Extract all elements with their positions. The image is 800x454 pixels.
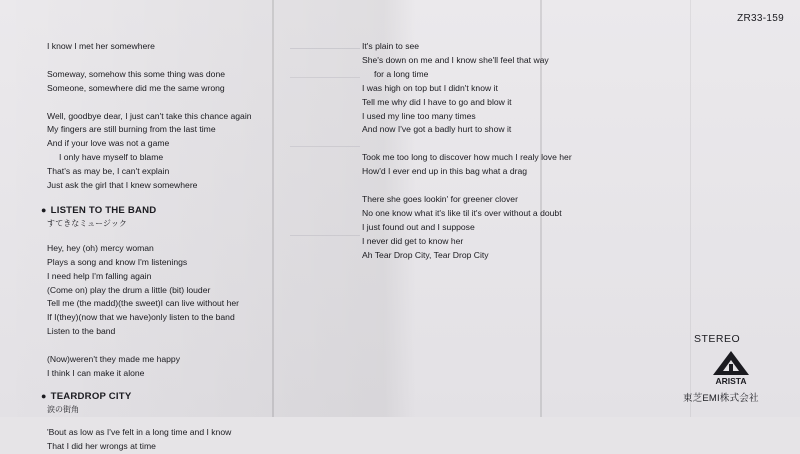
- lyric-line: My fingers are still burning from the last time: [47, 124, 216, 135]
- lyric-line: Ah Tear Drop City, Tear Drop City: [362, 249, 489, 260]
- lyric-line: (Now)weren't they made me happy: [47, 354, 180, 365]
- lyric-line: And now I've got a badly hurt to show it: [362, 124, 512, 135]
- lyric-line: How'd I ever end up in this bag what a drag: [362, 166, 528, 177]
- lyrics-column-left: [41, 40, 252, 454]
- lyric-line: I only have myself to blame: [59, 152, 164, 163]
- lyric-line: 'Bout as low as I've felt in a long time and I know: [47, 426, 232, 437]
- show-through-texture: [290, 40, 360, 236]
- stereo-label: STEREO: [694, 333, 741, 345]
- catalog-number: ZR33-159: [737, 13, 784, 24]
- lyric-line: No one know what it's like til it's over without a doubt: [362, 207, 562, 218]
- lyric-line: I used my line too many times: [362, 110, 476, 121]
- lyric-line: Tell me why did I have to go and blow it: [362, 96, 512, 107]
- lyric-line: That I did her wrongs at time: [47, 440, 156, 451]
- lyrics-column-middle: [362, 40, 572, 262]
- song-title-listen-to-the-band: [41, 204, 252, 218]
- song-title-japanese: すてきなミュージック: [47, 218, 127, 228]
- lyric-line: Listen to the band: [47, 326, 116, 337]
- lyric-line: I was high on top but I didn't know it: [362, 82, 498, 93]
- lyric-line: for a long time: [374, 68, 429, 79]
- lyric-line: Just ask the girl that I knew somewhere: [47, 180, 198, 191]
- bullet-icon: ●: [41, 390, 47, 401]
- lyrics-block-a: [47, 40, 252, 193]
- lyric-line: Plays a song and know I'm listenings: [47, 256, 188, 267]
- bullet-icon: ●: [41, 204, 47, 215]
- lyric-line: (Come on) play the drum a little (bit) louder: [47, 284, 211, 295]
- arista-logo-text: ARISTA: [715, 376, 747, 386]
- lyric-line: It's plain to see: [362, 41, 420, 51]
- lyric-line: Took me too long to discover how much I realy love her: [362, 152, 572, 163]
- lyric-line: That's as may be, I can't explain: [47, 166, 170, 177]
- lyric-line: Tell me (the madd)(the sweet)I can live without her: [47, 298, 240, 309]
- song-title-text: LISTEN TO THE BAND: [50, 204, 157, 216]
- lyric-line: I never did get to know her: [362, 235, 464, 246]
- lyrics-block-c: [47, 426, 252, 454]
- lyric-line: Someway, somehow this some thing was done: [47, 68, 226, 79]
- arista-logo: [709, 350, 753, 386]
- lyric-line: She's down on me and I know she'll feel that way: [362, 54, 549, 65]
- song-title-text: TEARDROP CITY: [50, 390, 132, 402]
- lyric-line: There she goes lookin' for greener clover: [362, 193, 518, 204]
- lyric-line: Someone, somewhere did me the same wrong: [47, 82, 225, 93]
- song-title-japanese: 涙の街角: [47, 404, 79, 414]
- lyric-line: I think I can make it alone: [47, 367, 145, 378]
- lyric-line: I need help I'm falling again: [47, 270, 152, 281]
- lyric-line: I just found out and I suppose: [362, 221, 475, 232]
- lyric-line: If I(they)(now that we have)only listen to the band: [47, 312, 235, 323]
- lyric-line: Well, goodbye dear, I just can't take this chance again: [47, 110, 252, 121]
- lyric-line: Hey, hey (oh) mercy woman: [47, 242, 154, 253]
- manufacturer-name: 東芝EMI株式会社: [683, 393, 759, 404]
- lyrics-block-b: [47, 242, 252, 381]
- lyric-line: And if your love was not a game: [47, 138, 170, 149]
- fold-line: [690, 0, 691, 417]
- lyric-line: I know I met her somewhere: [47, 41, 155, 51]
- song-title-teardrop-city: [41, 390, 252, 404]
- fold-line: [272, 0, 274, 417]
